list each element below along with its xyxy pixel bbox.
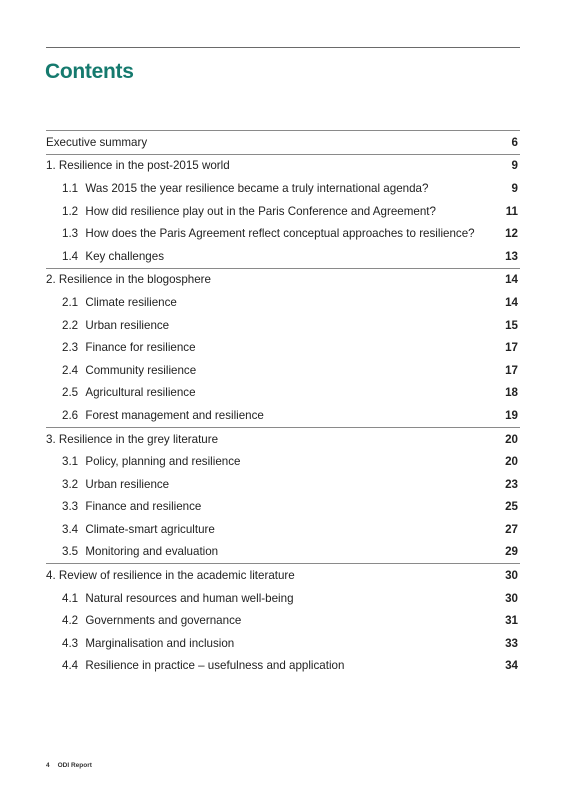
toc-subentry-label: Climate resilience: [85, 295, 177, 309]
toc-section: [46, 268, 520, 427]
toc-subentry-label: Governments and governance: [85, 614, 242, 628]
toc-subentry-4-3[interactable]: [46, 632, 520, 655]
toc-subentry-label: Natural resources and human well-being: [85, 591, 294, 605]
toc-subentry-2-4[interactable]: [46, 359, 520, 382]
toc-entry-chapter-4[interactable]: [46, 564, 520, 587]
page-footer: [46, 762, 92, 769]
toc-subentry-1-4[interactable]: [46, 245, 520, 268]
toc-section: [46, 563, 520, 677]
toc-entry-page: 14: [505, 273, 518, 287]
toc-subentry-number: 3.4: [62, 522, 79, 536]
page-title: Contents: [45, 60, 134, 83]
toc-subentry-page: 31: [505, 614, 518, 628]
toc-entry-chapter-3[interactable]: [46, 428, 520, 451]
toc-subentry-page: 9: [511, 181, 518, 195]
toc-subentry-page: 11: [505, 204, 518, 218]
toc-subentry-number: 2.5: [62, 386, 79, 400]
toc-subentry-page: 34: [505, 659, 518, 673]
toc-subentry-page: 25: [505, 500, 518, 514]
toc-section: [46, 427, 520, 564]
toc-subentry-page: 15: [505, 318, 518, 332]
toc-subentry-number: 4.4: [62, 659, 79, 673]
toc-subentry-label: How does the Paris Agreement reflect conceptual approaches to resilience?: [85, 227, 475, 241]
toc-subentry-3-1[interactable]: [46, 450, 520, 473]
toc-subentry-2-5[interactable]: [46, 382, 520, 405]
toc-entry-label: Executive summary: [46, 135, 148, 149]
toc-subentry-number: 2.2: [62, 318, 79, 332]
toc-subentry-number: 3.5: [62, 545, 79, 559]
toc-entry-label: 1. Resilience in the post-2015 world: [46, 159, 230, 173]
toc-subentry-label: Monitoring and evaluation: [85, 545, 219, 559]
toc-subentry-page: 29: [505, 545, 518, 559]
toc-subentry-label: Marginalisation and inclusion: [85, 636, 235, 650]
toc-subentry-label: Resilience in practice – usefulness and application: [85, 659, 345, 673]
toc-entry-executive-summary[interactable]: [46, 131, 520, 154]
toc-subentry-label: Agricultural resilience: [85, 386, 196, 400]
toc-subentry-2-3[interactable]: [46, 336, 520, 359]
toc-subentry-number: 1.3: [62, 227, 79, 241]
toc-subentry-page: 12: [505, 227, 518, 241]
toc-subentry-number: 1.4: [62, 249, 79, 263]
toc-subentry-4-1[interactable]: [46, 587, 520, 610]
toc-subentry-1-1[interactable]: [46, 177, 520, 200]
toc-subentry-page: 23: [505, 477, 518, 491]
toc-subentry-page: 20: [505, 455, 518, 469]
toc-subentry-2-6[interactable]: [46, 404, 520, 427]
toc-subentry-label: Climate-smart agriculture: [85, 522, 215, 536]
toc-subentry-3-5[interactable]: [46, 541, 520, 564]
toc-subentry-label: Was 2015 the year resilience became a truly international agenda?: [85, 181, 429, 195]
toc-subentry-label: Forest management and resilience: [85, 408, 264, 422]
footer-publication: ODI Report: [57, 762, 92, 769]
table-of-contents: [46, 130, 520, 677]
toc-entry-label: 2. Resilience in the blogosphere: [46, 273, 211, 287]
toc-entry-page: 6: [511, 135, 518, 149]
toc-subentry-3-4[interactable]: [46, 518, 520, 541]
toc-entry-page: 30: [505, 569, 518, 583]
toc-subentry-number: 4.2: [62, 614, 79, 628]
toc-subentry-4-4[interactable]: [46, 655, 520, 678]
toc-subentry-1-3[interactable]: [46, 222, 520, 245]
toc-subentry-label: Community resilience: [85, 363, 197, 377]
toc-subentry-number: 1.2: [62, 204, 79, 218]
toc-subentry-label: Urban resilience: [85, 318, 170, 332]
toc-subentry-label: Policy, planning and resilience: [85, 455, 241, 469]
toc-section: [46, 154, 520, 268]
toc-subentry-page: 13: [505, 249, 518, 263]
toc-entry-chapter-1[interactable]: [46, 155, 520, 178]
toc-entry-label: 3. Resilience in the grey literature: [46, 432, 219, 446]
top-rule: [46, 47, 520, 48]
toc-section: [46, 130, 520, 154]
toc-subentry-number: 4.3: [62, 636, 79, 650]
toc-subentry-page: 17: [505, 363, 518, 377]
toc-subentry-label: Finance and resilience: [85, 500, 202, 514]
toc-subentry-number: 3.1: [62, 455, 79, 469]
toc-entry-label: 4. Review of resilience in the academic literature: [46, 569, 295, 583]
toc-subentry-number: 2.1: [62, 295, 79, 309]
toc-entry-chapter-2[interactable]: [46, 269, 520, 292]
toc-entry-page: 20: [505, 432, 518, 446]
toc-subentry-page: 18: [505, 386, 518, 400]
toc-subentry-2-2[interactable]: [46, 314, 520, 337]
toc-subentry-page: 14: [505, 295, 518, 309]
toc-subentry-number: 3.3: [62, 500, 79, 514]
toc-subentry-page: 30: [505, 591, 518, 605]
toc-subentry-number: 4.1: [62, 591, 79, 605]
toc-subentry-label: Finance for resilience: [85, 341, 196, 355]
toc-subentry-page: 17: [505, 341, 518, 355]
toc-subentry-2-1[interactable]: [46, 291, 520, 314]
toc-subentry-page: 27: [505, 522, 518, 536]
toc-subentry-label: Key challenges: [85, 249, 164, 263]
toc-entry-page: 9: [511, 159, 518, 173]
toc-subentry-number: 3.2: [62, 477, 79, 491]
toc-subentry-number: 1.1: [62, 181, 79, 195]
toc-subentry-3-3[interactable]: [46, 496, 520, 519]
toc-subentry-number: 2.4: [62, 363, 79, 377]
toc-subentry-4-2[interactable]: [46, 609, 520, 632]
toc-subentry-label: Urban resilience: [85, 477, 170, 491]
toc-subentry-label: How did resilience play out in the Paris Conference and Agreement?: [85, 204, 436, 218]
toc-subentry-page: 33: [505, 636, 518, 650]
toc-subentry-3-2[interactable]: [46, 473, 520, 496]
toc-subentry-page: 19: [505, 408, 518, 422]
toc-subentry-number: 2.6: [62, 408, 79, 422]
footer-page-number: 4: [46, 762, 50, 769]
toc-subentry-1-2[interactable]: [46, 200, 520, 223]
toc-subentry-number: 2.3: [62, 341, 79, 355]
